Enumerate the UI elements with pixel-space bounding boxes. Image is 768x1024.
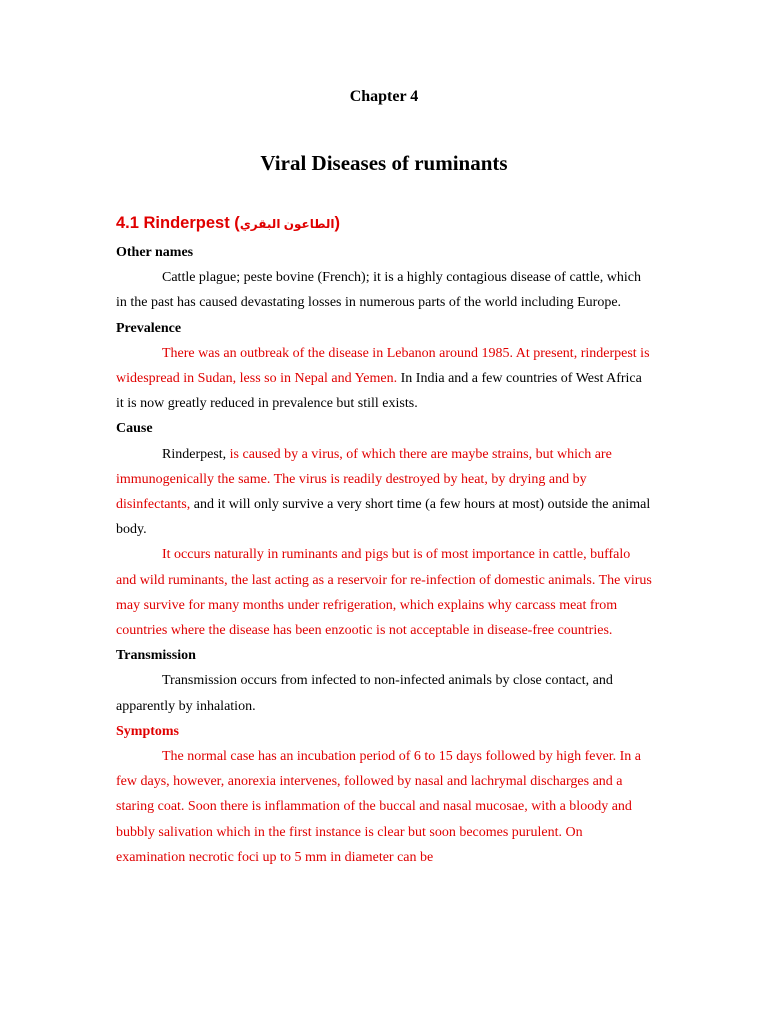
transmission-paragraph: Transmission occurs from infected to non-infected animals by close contact, and apparently by inhalation. [116,673,613,714]
prevalence-paragraph [116,341,652,417]
chapter-label: Chapter 4 [349,88,419,105]
cause-p1-black-2: and it will only survive a very short time (a few hours at most) outside the animal body. [116,497,651,538]
cause-paragraph-2: It occurs naturally in ruminants and pigs but is of most importance in cattle, buffalo and wild ruminants, the last acting as a reservoir for re-infection of domestic animals. The virus may survive for many months under refrigeration, which explains why carcass meat from countries where the disease has been enzootic is not acceptable in disease-free countries. [116,547,652,639]
prevalence-heading: Prevalence [116,320,182,336]
other-names-paragraph: Cattle plague; peste bovine (French); it is a highly contagious disease of cattle, which in the past has caused devastating losses in numerous parts of the world including Europe. [116,270,641,311]
cause-p1-black: Rinderpest, [162,446,230,462]
prevalence-text-black: In India and a few countries of West Africa it is now greatly reduced in prevalence but still exists. [116,371,642,412]
arabic-close-paren: ) [334,214,341,232]
cause-heading: Cause [116,421,153,437]
transmission-heading: Transmission [116,648,196,664]
section-heading [116,207,652,240]
arabic-open-paren: ( [229,214,240,232]
other-names-heading: Other names [116,245,194,260]
symptoms-heading: Symptoms [116,723,180,739]
chapter-body [116,207,652,870]
chapter-title: Viral Diseases of ruminants [260,151,508,175]
arabic-name: الطاعون البقري [239,217,335,231]
cause-paragraph-1 [116,442,652,543]
section-number-title: 4.1 Rinderpest [116,214,230,232]
prevalence-text-red: There was an outbreak of the disease in Lebanon around 1985. At present, rinderpest is widespread in Sudan, less so in Nepal and Yemen. [116,345,650,387]
cause-p1-red: is caused by a virus, of which there are maybe strains, but which are immunogenically the same. The virus is readily destroyed by heat, by drying and by disinfectants, [116,446,612,513]
symptoms-paragraph: The normal case has an incubation period of 6 to 15 days followed by high fever. In a few days, however, anorexia intervenes, followed by nasal and lachrymal discharges and a staring coat. Soon there is inflammation of the buccal and nasal mucosae, with a bloody and bubbly salivation which in the first instance is clear but soon becomes purulent. On examination necrotic foci up to 5 mm in diameter can be [116,749,641,865]
